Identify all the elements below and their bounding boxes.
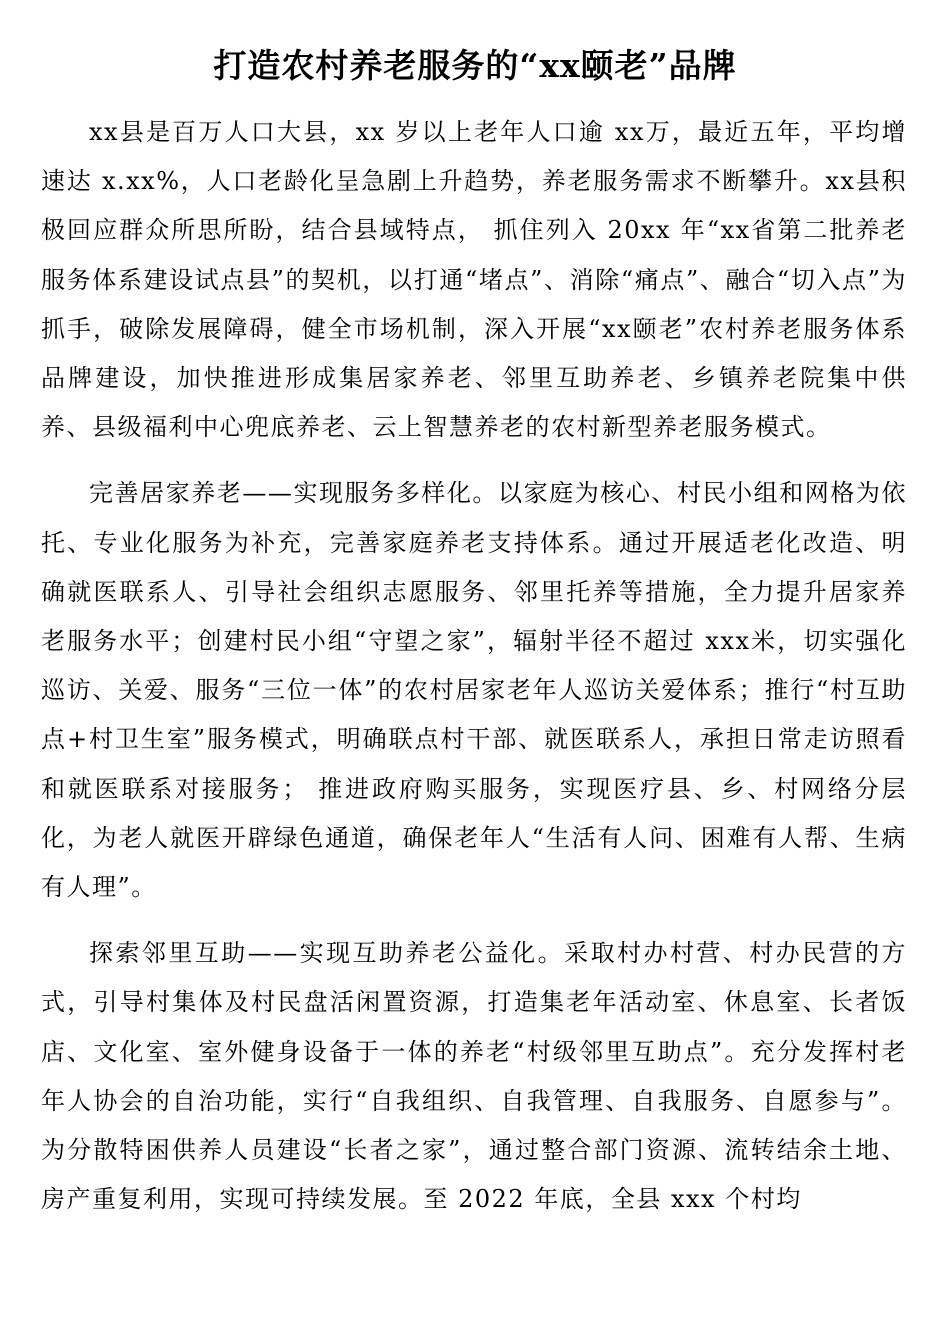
document-title: 打造农村养老服务的“xx颐老”品牌 xyxy=(213,46,737,85)
paragraph-home-care: 完善居家养老——实现服务多样化。以家庭为核心、村民小组和网格为依托、专业化服务为补充，完善家庭养老支持体系。通过开展适老化改造、明确就医联系人、引导社会组织志愿服务、邻里托养等措施，全力提升居家养老服务水平；创建村民小组“守望之家”，辐射半径不超过 xxx米，切实强化巡访、关爱、服务“三位一体”的农村居家老年人巡访关爱体系；推行“村互助点+村卫生室”服务模式，明确联点村干部、就医联系人，承担日常走访照看和就医联系对接服务； 推进政府购买服务，实现医疗县、乡、村网络分层化，为老人就医开辟绿色通道，确保老年人“生活有人问、困难有人帮、生病有人理”。 xyxy=(41,479,907,902)
paragraph-neighbor-mutual-aid: 探索邻里互助——实现互助养老公益化。采取村办村营、村办民营的方式，引导村集体及村民盘活闲置资源，打造集老年活动室、休息室、长者饭店、文化室、室外健身设备于一体的养老“村级邻里互助点”。充分发挥村老年人协会的自治功能，实行“自我组织、自我管理、自我服务、自愿参与”。为分散特困供养人员建设“长者之家”，通过整合部门资源、流转结余土地、房产重复利用，实现可持续发展。至 2022 年底，全县 xxx 个村均 xyxy=(41,939,907,1214)
document-body xyxy=(41,108,907,1241)
paragraph-intro: xx县是百万人口大县，xx 岁以上老年人口逾 xx万，最近五年，平均增速达 x.xx%，人口老龄化呈急剧上升趋势，养老服务需求不断攀升。xx县积极回应群众所思所盼，结合县域特点， 抓住列入 20xx 年“xx省第二批养老服务体系建设试点县”的契机，以打通“堵点”、消除“痛点”、融合“切入点”为抓手，破除发展障碍，健全市场机制，深入开展“xx颐老”农村养老服务体系品牌建设，加快推进形成集居家养老、邻里互助养老、乡镇养老院集中供养、县级福利中心兜底养老、云上智慧养老的农村新型养老服务模式。 xyxy=(41,118,907,442)
